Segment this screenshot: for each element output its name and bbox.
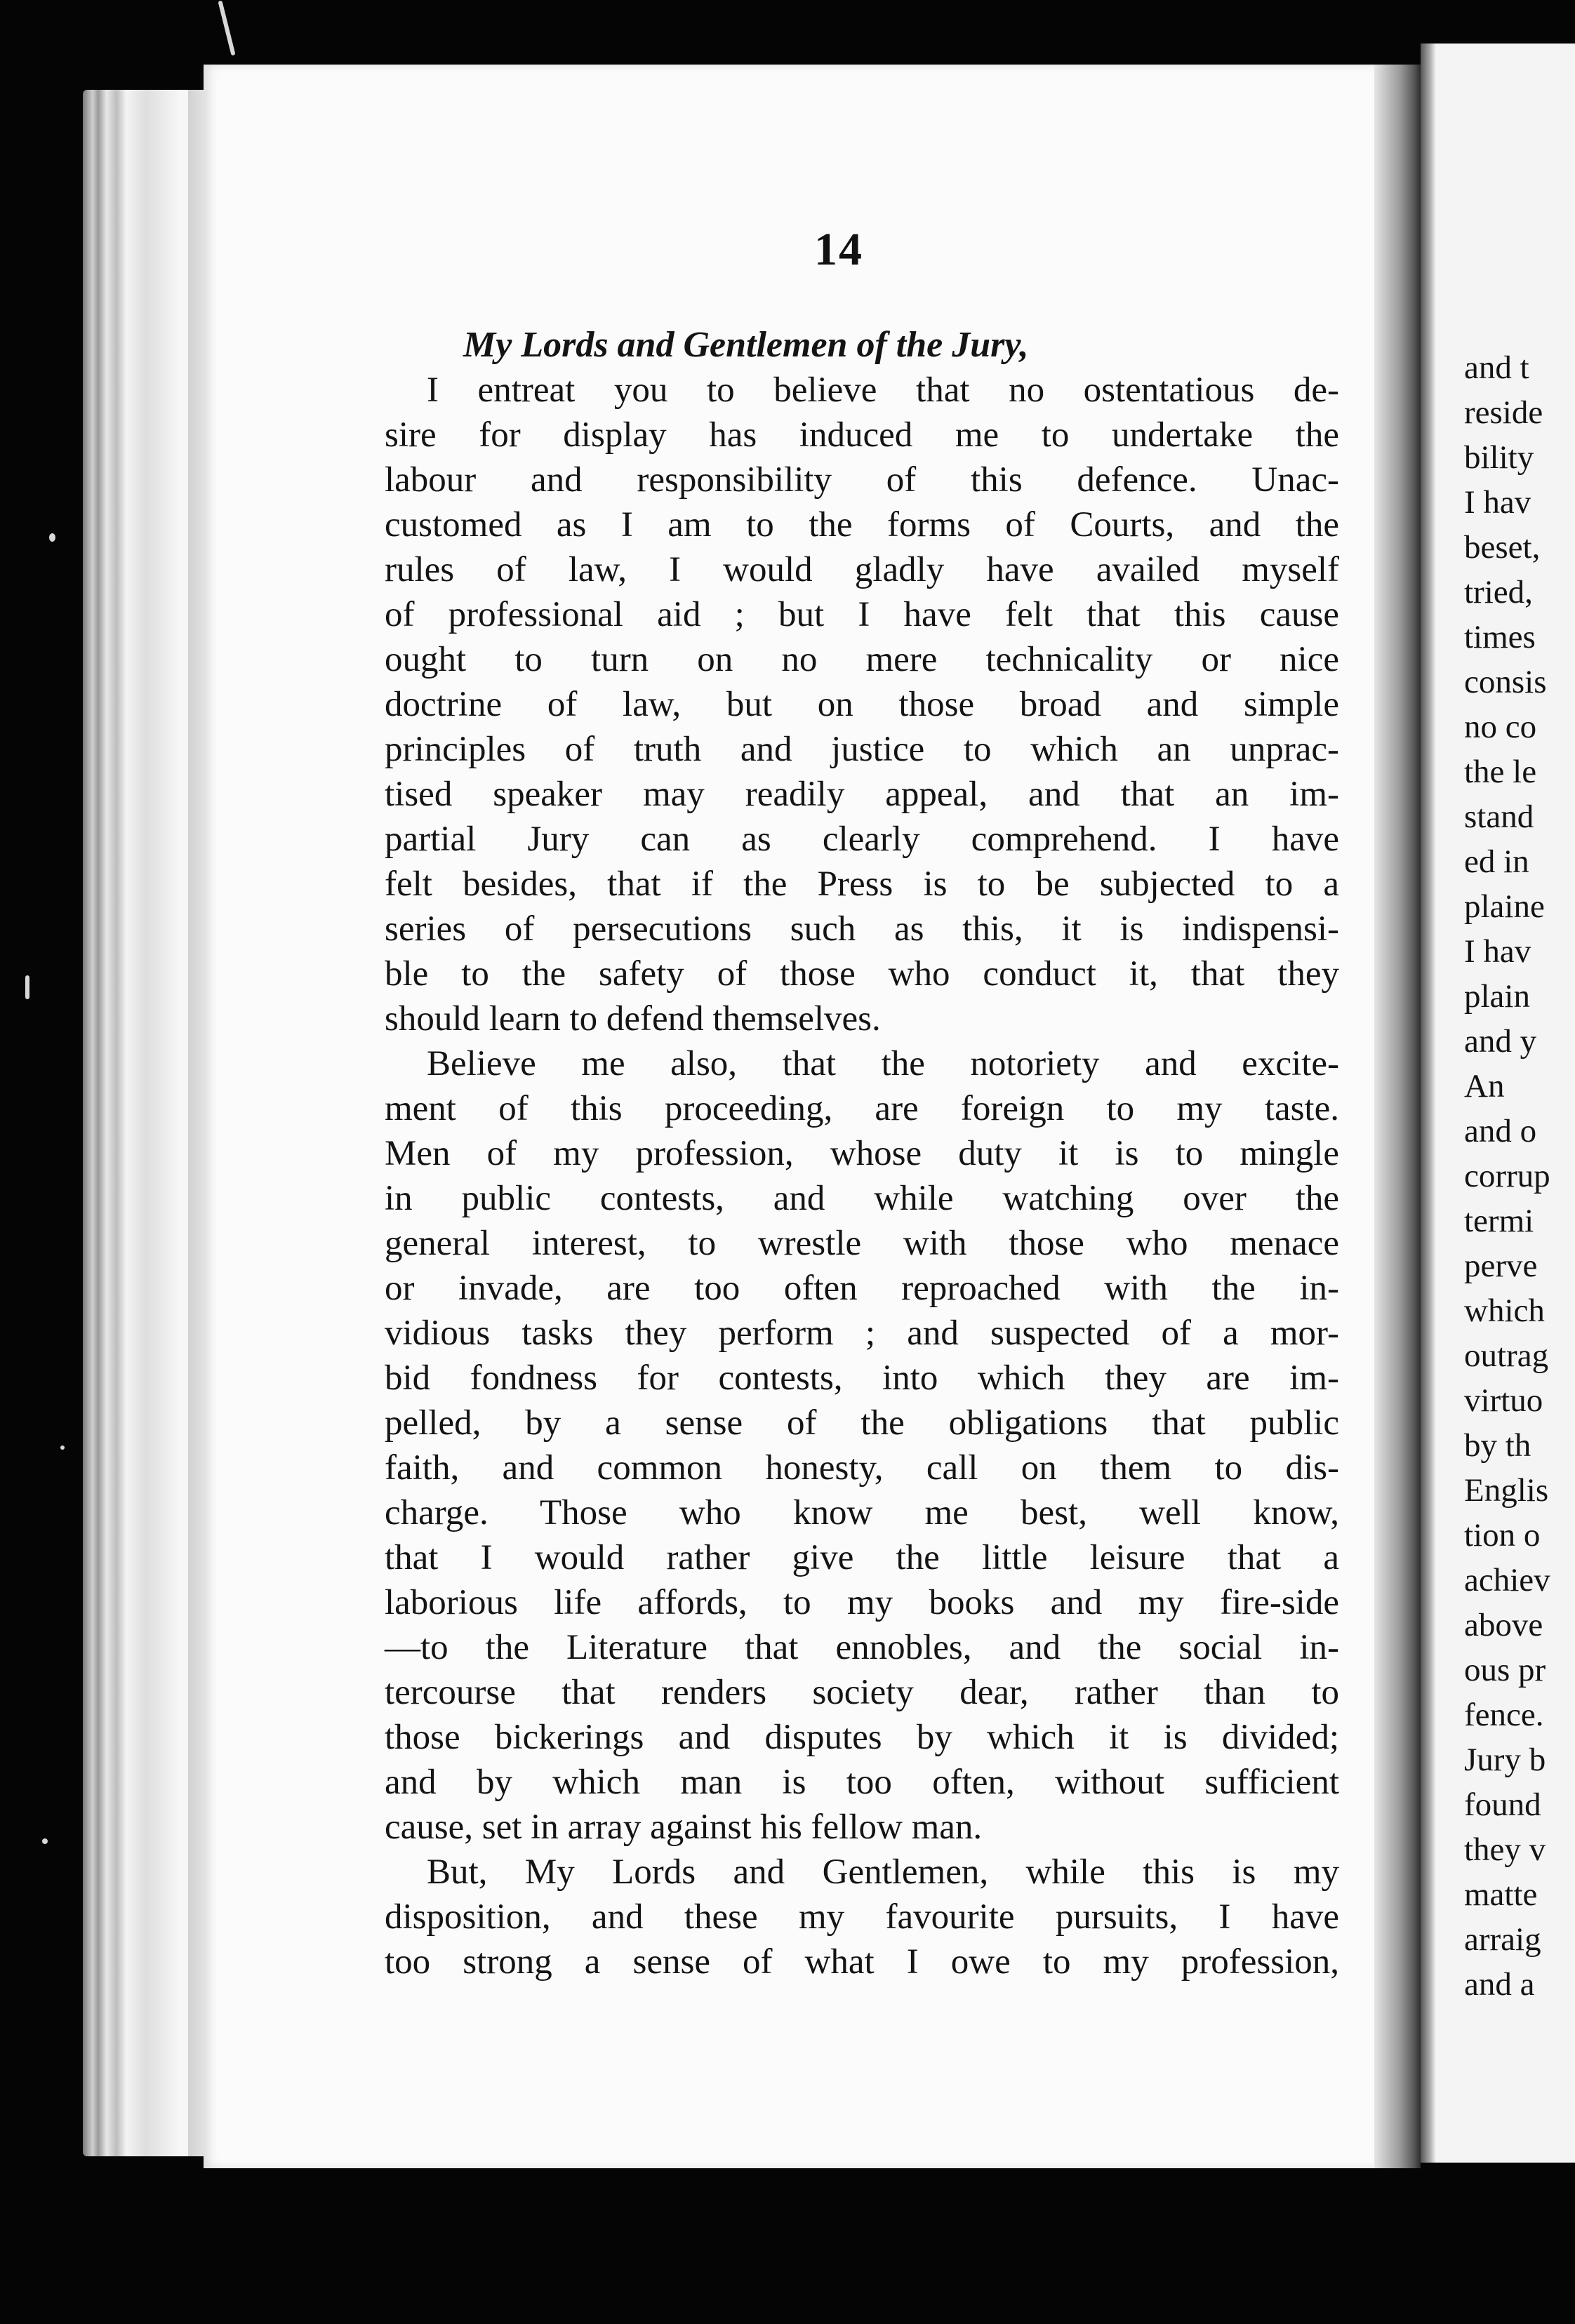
facing-text-line: beset, xyxy=(1464,529,1541,566)
facing-text-line: by th xyxy=(1464,1427,1531,1464)
facing-text-line: I hav xyxy=(1464,484,1531,521)
text-line: I entreat you to believe that no ostentatious de- xyxy=(427,370,1339,410)
facing-text-line: plain xyxy=(1464,978,1530,1015)
text-line: cause, set in array against his fellow man. xyxy=(385,1808,983,1847)
text-line: bid fondness for contests, into which they are im- xyxy=(385,1358,1339,1398)
text-line: too strong a sense of what I owe to my profession, xyxy=(385,1942,1339,1982)
facing-text-line: and y xyxy=(1464,1023,1537,1060)
facing-text-line: stand xyxy=(1464,799,1534,835)
facing-text-line: reside xyxy=(1464,394,1543,431)
text-line: felt besides, that if the Press is to be subjected to a xyxy=(385,864,1339,904)
facing-page-gutter xyxy=(1421,44,1436,2163)
text-line: laborious life affords, to my books and my fire-side xyxy=(385,1583,1339,1622)
text-line: labour and responsibility of this defence. Unac- xyxy=(385,460,1339,500)
facing-text-line: achiev xyxy=(1464,1562,1550,1598)
text-line: Men of my profession, whose duty it is to mingle xyxy=(385,1134,1339,1173)
text-line: —to the Literature that ennobles, and the social in- xyxy=(385,1628,1339,1667)
facing-text-line: found xyxy=(1464,1787,1541,1823)
text-line: disposition, and these my favourite pursuits, I have xyxy=(385,1897,1339,1937)
text-line: ment of this proceeding, are foreign to my taste. xyxy=(385,1089,1339,1128)
text-line: of professional aid ; but I have felt that this cause xyxy=(385,595,1339,634)
facing-text-line: outrag xyxy=(1464,1337,1549,1374)
page-number: 14 xyxy=(814,224,863,275)
text-line: in public contests, and while watching over the xyxy=(385,1179,1339,1218)
facing-page-text xyxy=(1464,345,1550,2007)
facing-text-line: and t xyxy=(1464,349,1529,386)
text-line: faith, and common honesty, call on them to dis- xyxy=(385,1448,1339,1488)
facing-text-line: which xyxy=(1464,1293,1545,1329)
facing-text-line: fence. xyxy=(1464,1697,1544,1733)
facing-text-line: corrup xyxy=(1464,1158,1550,1194)
text-line: pelled, by a sense of the obligations that public xyxy=(385,1403,1339,1443)
text-line: general interest, to wrestle with those who menace xyxy=(385,1224,1339,1263)
text-line: partial Jury can as clearly comprehend. I have xyxy=(385,820,1339,859)
text-line: charge. Those who know me best, well know, xyxy=(385,1493,1339,1532)
text-line: should learn to defend themselves. xyxy=(385,999,881,1039)
facing-text-line: plaine xyxy=(1464,888,1545,925)
text-line: that I would rather give the little leisure that a xyxy=(385,1538,1339,1577)
dust-speck xyxy=(49,533,55,542)
facing-text-line: ous pr xyxy=(1464,1652,1546,1688)
text-line: tised speaker may readily appeal, and that an im- xyxy=(385,775,1339,814)
facing-text-line: An xyxy=(1464,1068,1505,1104)
text-line: doctrine of law, but on those broad and simple xyxy=(385,685,1339,724)
facing-text-line: bility xyxy=(1464,439,1534,476)
text-line: ble to the safety of those who conduct it, that they xyxy=(385,954,1339,994)
salutation-heading: My Lords and Gentlemen of the Jury, xyxy=(463,325,1029,365)
facing-text-line: tried, xyxy=(1464,574,1533,610)
page-gutter-shadow xyxy=(1374,65,1421,2168)
dust-speck xyxy=(25,975,29,999)
facing-text-line: consis xyxy=(1464,664,1547,700)
text-line: sire for display has induced me to undertake the xyxy=(385,415,1339,455)
facing-text-line: and a xyxy=(1464,1966,1535,2003)
facing-text-line: virtuo xyxy=(1464,1382,1543,1419)
dust-speck xyxy=(60,1445,65,1450)
facing-text-line: no co xyxy=(1464,709,1537,745)
body-text xyxy=(385,368,1339,1984)
facing-text-line: tion o xyxy=(1464,1517,1541,1554)
text-line: or invade, are too often reproached with the in- xyxy=(385,1269,1339,1308)
text-line: vidious tasks they perform ; and suspected of a mor- xyxy=(385,1314,1339,1353)
dust-speck xyxy=(218,0,235,55)
facing-text-line: matte xyxy=(1464,1876,1538,1913)
text-line: tercourse that renders society dear, rather than to xyxy=(385,1673,1339,1712)
text-line: customed as I am to the forms of Courts, and the xyxy=(385,505,1339,545)
facing-text-line: Englis xyxy=(1464,1472,1549,1509)
text-line: principles of truth and justice to which an unprac- xyxy=(385,730,1339,769)
text-line: ought to turn on no mere technicality or nice xyxy=(385,640,1339,679)
text-line: series of persecutions such as this, it is indispensi- xyxy=(385,909,1339,949)
facing-text-line: times xyxy=(1464,619,1536,655)
facing-text-line: perve xyxy=(1464,1248,1538,1284)
facing-text-line: they v xyxy=(1464,1831,1546,1868)
text-line: But, My Lords and Gentlemen, while this is my xyxy=(427,1852,1339,1892)
facing-text-line: ed in xyxy=(1464,843,1529,880)
text-line: and by which man is too often, without sufficient xyxy=(385,1763,1339,1802)
facing-text-line: Jury b xyxy=(1464,1742,1546,1778)
text-line: rules of law, I would gladly have availed myself xyxy=(385,550,1339,589)
facing-page xyxy=(1421,44,1575,2163)
facing-text-line: termi xyxy=(1464,1203,1534,1239)
facing-text-line: arraig xyxy=(1464,1921,1541,1958)
facing-text-line: I hav xyxy=(1464,933,1531,970)
dust-speck xyxy=(42,1838,48,1844)
facing-text-line: and o xyxy=(1464,1113,1537,1149)
page-edges xyxy=(83,90,223,2156)
text-line: those bickerings and disputes by which it is divided; xyxy=(385,1718,1339,1757)
facing-text-line: above xyxy=(1464,1607,1543,1643)
facing-text-line: the le xyxy=(1464,754,1537,790)
text-line: Believe me also, that the notoriety and excite- xyxy=(427,1044,1339,1083)
